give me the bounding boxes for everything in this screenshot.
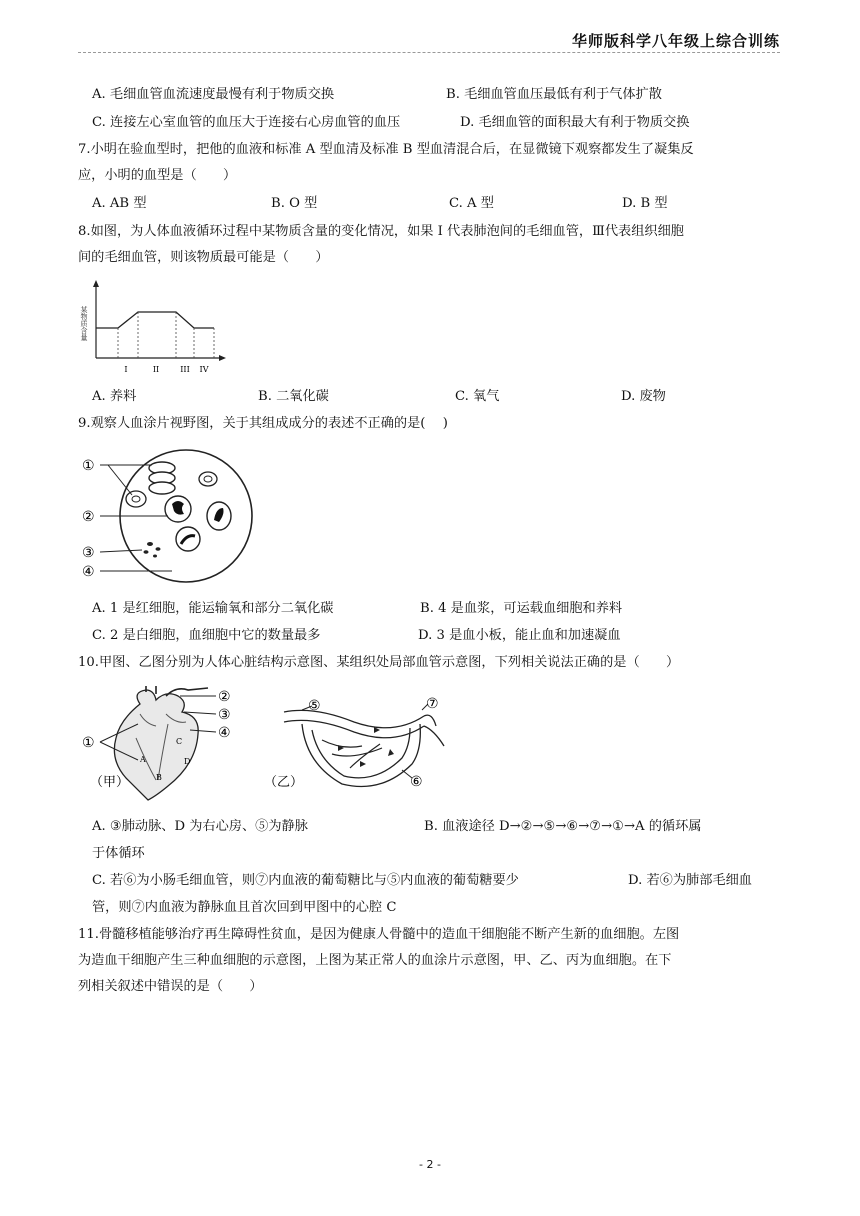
q9-label-2: ② bbox=[82, 509, 95, 525]
q6-option-b: B. 毛细血管血压最低有利于气体扩散 bbox=[446, 87, 662, 102]
q10-heart-figure bbox=[80, 684, 240, 804]
q9-blood-smear-figure bbox=[80, 446, 250, 586]
q10-chamber-B: B bbox=[156, 773, 162, 782]
q10-jia-caption: （甲） bbox=[90, 775, 130, 790]
q6-option-a: A. 毛细血管血流速度最慢有利于物质交换 bbox=[92, 87, 335, 102]
q10-yi-label-7: ⑦ bbox=[426, 696, 439, 712]
q8-option-b: B. 二氧化碳 bbox=[258, 389, 329, 404]
q7-stem-line2: 应，小明的血型是（ ） bbox=[78, 168, 237, 183]
q8-graph-xtick-1: I bbox=[124, 365, 128, 374]
rbc-stack bbox=[149, 462, 175, 494]
q10-chamber-C: C bbox=[176, 737, 183, 746]
q9-option-d: D. 3 是血小板，能止血和加速凝血 bbox=[418, 628, 621, 643]
q9-option-c: C. 2 是白细胞，血细胞中它的数量最多 bbox=[92, 628, 321, 643]
q10-option-b-line1: B. 血液途径 D→②→⑤→⑥→⑦→①→A 的循环属 bbox=[424, 819, 702, 834]
q7-option-a: A. AB 型 bbox=[92, 196, 147, 211]
q9-option-a: A. 1 是红细胞，能运输氧和部分二氧化碳 bbox=[92, 601, 334, 616]
q10-stem: 10.甲图、乙图分别为人体心脏结构示意图、某组织处局部血管示意图，下列相关说法正确的是（ ） bbox=[78, 655, 680, 670]
q8-graph-xtick-3: III bbox=[180, 365, 190, 374]
q10-chamber-A: A bbox=[140, 755, 146, 764]
q8-option-c: C. 氧气 bbox=[455, 389, 500, 404]
q11-stem-line1: 11.骨髓移植能够治疗再生障碍性贫血，是因为健康人骨髓中的造血干细胞能不断产生新的血细胞。左图 bbox=[78, 927, 680, 942]
header-title: 华师版科学八年级上综合训练 bbox=[571, 32, 780, 50]
q10-jia-label-1: ① bbox=[82, 735, 95, 751]
q8-graph-xtick-4: IV bbox=[199, 365, 209, 374]
q10-yi-caption: （乙） bbox=[264, 775, 304, 790]
q10-option-b-line2: 于体循环 bbox=[92, 846, 145, 861]
q10-option-d-line2: 管，则⑦内血液为静脉血且首次回到甲图中的心腔 C bbox=[92, 900, 397, 915]
q8-option-a: A. 养料 bbox=[92, 389, 137, 404]
q10-yi-label-5: ⑤ bbox=[308, 698, 321, 714]
q8-stem-line2: 间的毛细血管，则该物质最可能是（ ） bbox=[78, 250, 329, 265]
q9-option-b: B. 4 是血浆，可运载血细胞和养料 bbox=[420, 601, 623, 616]
q7-option-b: B. O 型 bbox=[271, 196, 318, 211]
q8-graph-ylabel: 某物质含量 bbox=[80, 306, 88, 341]
q11-stem-line2: 为造血干细胞产生三种血细胞的示意图，上图为某正常人的血涂片示意图，甲、乙、丙为血细胞。在下 bbox=[78, 953, 672, 968]
page-number: - 2 - bbox=[419, 1158, 441, 1171]
q6-option-c: C. 连接左心室血管的血压大于连接右心房血管的血压 bbox=[92, 115, 401, 130]
q9-label-1: ① bbox=[82, 458, 95, 474]
q10-jia-label-2: ② bbox=[218, 689, 231, 705]
q7-option-c: C. A 型 bbox=[449, 196, 494, 211]
q8-option-d: D. 废物 bbox=[621, 389, 666, 404]
q10-yi-label-6: ⑥ bbox=[410, 774, 423, 790]
q8-line-graph bbox=[82, 278, 232, 384]
q10-option-d-line1: D. 若⑥为肺部毛细血 bbox=[628, 873, 752, 888]
q10-capillary-figure bbox=[262, 694, 452, 806]
q10-jia-label-3: ③ bbox=[218, 707, 231, 723]
q10-option-c: C. 若⑥为小肠毛细血管，则⑦内血液的葡萄糖比与⑤内血液的葡萄糖要少 bbox=[92, 873, 519, 888]
q7-option-d: D. B 型 bbox=[622, 196, 668, 211]
q9-label-4: ④ bbox=[82, 564, 95, 580]
q6-option-d: D. 毛细血管的面积最大有利于物质交换 bbox=[460, 115, 690, 130]
q9-label-3: ③ bbox=[82, 545, 95, 561]
page-header bbox=[78, 24, 780, 53]
q7-stem-line1: 7.小明在验血型时，把他的血液和标准 A 型血清及标准 B 型血清混合后，在显微镜下观察都发生了凝集反 bbox=[78, 142, 694, 157]
q8-graph-xtick-2: II bbox=[152, 365, 160, 374]
q8-stem-line1: 8.如图，为人体血液循环过程中某物质含量的变化情况，如果 I 代表肺泡间的毛细血管，Ⅲ代表组织细胞 bbox=[78, 224, 684, 239]
q9-stem: 9.观察人血涂片视野图，关于其组成成分的表述不正确的是( ) bbox=[78, 416, 448, 431]
q11-stem-line3: 列相关叙述中错误的是（ ） bbox=[78, 979, 263, 994]
q10-option-a: A. ③肺动脉、D 为右心房、⑤为静脉 bbox=[92, 819, 308, 834]
q10-chamber-D: D bbox=[184, 757, 191, 766]
q10-jia-label-4: ④ bbox=[218, 725, 231, 741]
